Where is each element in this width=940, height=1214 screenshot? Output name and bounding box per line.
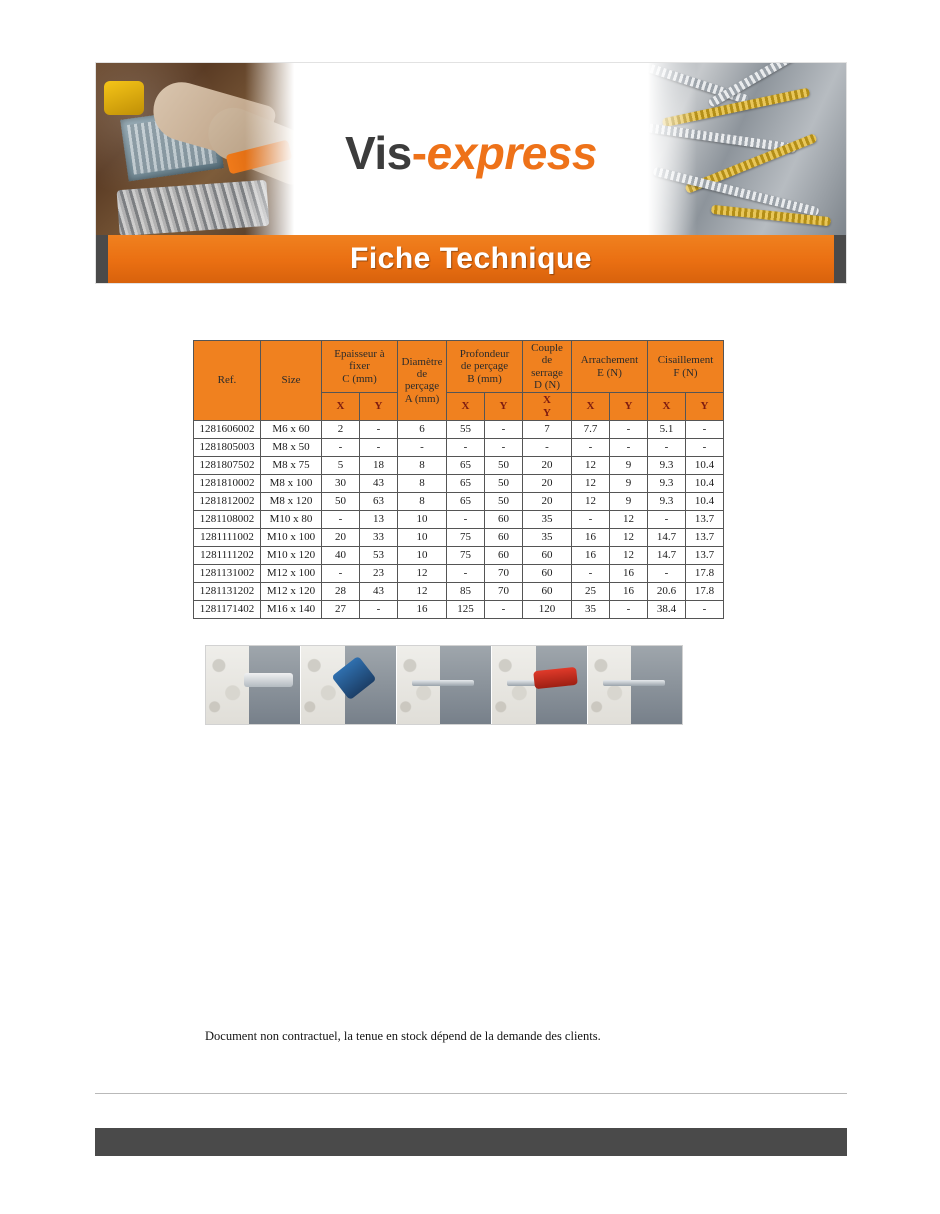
- cell-size: M10 x 100: [261, 528, 322, 546]
- brand-logo: [345, 126, 597, 180]
- cell-size: M12 x 100: [261, 564, 322, 582]
- cell-bx: 85: [447, 582, 485, 600]
- col-header-shear: [648, 341, 724, 393]
- cell-ey: -: [610, 420, 648, 438]
- title-bar-cap-right: [834, 235, 846, 283]
- cell-by: -: [485, 420, 523, 438]
- step-drill-image: [206, 646, 301, 724]
- cell-fy: 13.7: [686, 546, 724, 564]
- table-row: [194, 474, 724, 492]
- cell-fx: -: [648, 438, 686, 456]
- cell-ref: 1281108002: [194, 510, 261, 528]
- header-banner: [95, 62, 847, 284]
- cell-ex: 12: [572, 492, 610, 510]
- cell-size: M8 x 100: [261, 474, 322, 492]
- cell-ey: 9: [610, 456, 648, 474]
- cell-fx: -: [648, 564, 686, 582]
- cell-fx: 5.1: [648, 420, 686, 438]
- step-done-image: [588, 646, 682, 724]
- title-bar: [96, 235, 846, 283]
- spec-table-wrapper: [193, 340, 724, 619]
- cell-cx: 27: [322, 600, 360, 618]
- cell-fy: -: [686, 438, 724, 456]
- logo-area: [301, 63, 641, 237]
- col-header-pullout-l1: Arrachement: [580, 354, 639, 367]
- cell-ref: 1281606002: [194, 420, 261, 438]
- col-header-depth-l1: Profondeur: [459, 348, 510, 361]
- footer-note: Document non contractuel, la tenue en stock dépend de la demande des clients.: [205, 1029, 601, 1043]
- logo-primary-text: Vis: [345, 127, 412, 180]
- col-header-diameter-l3: perçage: [404, 380, 440, 393]
- cell-ey: 16: [610, 582, 648, 600]
- cell-cy: -: [360, 438, 398, 456]
- cell-size: M8 x 50: [261, 438, 322, 456]
- cell-fy: -: [686, 420, 724, 438]
- cell-fy: 10.4: [686, 474, 724, 492]
- cell-fx: 14.7: [648, 528, 686, 546]
- anchor-bolt-shape: [412, 680, 474, 686]
- logo-secondary-text: express: [426, 127, 597, 180]
- subheader-thickness-x: X: [322, 393, 360, 421]
- cell-ex: 12: [572, 456, 610, 474]
- cell-cy: -: [360, 600, 398, 618]
- photo-left-fade: [245, 63, 301, 237]
- cell-ref: 1281131002: [194, 564, 261, 582]
- col-header-torque-l2: serrage: [531, 366, 563, 379]
- table-row: [194, 528, 724, 546]
- cell-fx: 20.6: [648, 582, 686, 600]
- cell-ey: 9: [610, 492, 648, 510]
- table-row: [194, 546, 724, 564]
- cell-d: 120: [523, 600, 572, 618]
- cell-bx: 65: [447, 456, 485, 474]
- cell-fy: 10.4: [686, 492, 724, 510]
- cell-ex: 35: [572, 600, 610, 618]
- col-header-diameter-l2: de: [416, 368, 428, 381]
- cell-bx: -: [447, 510, 485, 528]
- cell-cy: 43: [360, 582, 398, 600]
- cell-fy: -: [686, 600, 724, 618]
- subheader-shear-y: Y: [686, 393, 724, 421]
- cell-ref: 1281111002: [194, 528, 261, 546]
- footer-rule: [95, 1093, 847, 1094]
- workshop-photo: [96, 63, 301, 237]
- spec-table-body: [194, 420, 724, 618]
- cell-a: 12: [398, 582, 447, 600]
- installation-steps-strip: [205, 645, 683, 725]
- cell-ex: -: [572, 510, 610, 528]
- spec-table-head: [194, 341, 724, 421]
- subheader-pullout-x: X: [572, 393, 610, 421]
- drill-bit-shape: [244, 673, 293, 687]
- col-header-diameter-l1: Diamètre: [401, 355, 443, 368]
- cell-ey: -: [610, 600, 648, 618]
- cell-cx: 5: [322, 456, 360, 474]
- cell-cy: 63: [360, 492, 398, 510]
- cell-bx: 55: [447, 420, 485, 438]
- table-row: [194, 510, 724, 528]
- cell-d: 20: [523, 456, 572, 474]
- cell-cy: 23: [360, 564, 398, 582]
- cell-cy: -: [360, 420, 398, 438]
- col-header-size: Size: [261, 341, 322, 421]
- cell-ey: 16: [610, 564, 648, 582]
- cell-ex: 7.7: [572, 420, 610, 438]
- subheader-torque-y: Y: [543, 406, 551, 419]
- cell-cy: 43: [360, 474, 398, 492]
- cell-cx: 2: [322, 420, 360, 438]
- col-header-torque-l3: D (N): [534, 378, 560, 391]
- banner-photo-strip: [96, 63, 846, 237]
- cell-fx: 9.3: [648, 474, 686, 492]
- col-header-pullout-l2: E (N): [597, 366, 622, 379]
- table-row: [194, 600, 724, 618]
- cell-bx: -: [447, 564, 485, 582]
- col-header-pullout: [572, 341, 648, 393]
- table-row: [194, 492, 724, 510]
- col-header-thickness-l3: C (mm): [342, 372, 377, 385]
- cell-cy: 13: [360, 510, 398, 528]
- cell-d: 60: [523, 582, 572, 600]
- table-row: [194, 456, 724, 474]
- cell-ref: 1281812002: [194, 492, 261, 510]
- wall-shape: [206, 646, 249, 724]
- screws-photo: [641, 63, 846, 237]
- cell-ey: 12: [610, 510, 648, 528]
- cell-by: 60: [485, 546, 523, 564]
- cell-d: 60: [523, 546, 572, 564]
- cell-ex: 12: [572, 474, 610, 492]
- step-insert-image: [397, 646, 492, 724]
- cell-ref: 1281171402: [194, 600, 261, 618]
- subheader-depth-x: X: [447, 393, 485, 421]
- photo-right-fade: [641, 63, 697, 237]
- cell-a: 12: [398, 564, 447, 582]
- cell-a: 8: [398, 492, 447, 510]
- cell-fx: 14.7: [648, 546, 686, 564]
- page-title: Fiche Technique: [350, 242, 592, 275]
- cell-d: 60: [523, 564, 572, 582]
- cell-by: -: [485, 438, 523, 456]
- step-tighten-image: [492, 646, 587, 724]
- cell-size: M8 x 120: [261, 492, 322, 510]
- col-header-diameter: [398, 341, 447, 421]
- title-bar-cap-left: [96, 235, 108, 283]
- cell-d: 20: [523, 492, 572, 510]
- subheader-thickness-y: Y: [360, 393, 398, 421]
- tape-measure-shape: [104, 81, 144, 115]
- col-header-shear-l2: F (N): [673, 366, 698, 379]
- cell-fy: 13.7: [686, 510, 724, 528]
- cell-a: -: [398, 438, 447, 456]
- cell-by: 70: [485, 582, 523, 600]
- cell-size: M10 x 80: [261, 510, 322, 528]
- table-row: [194, 420, 724, 438]
- cell-ey: 12: [610, 528, 648, 546]
- cell-cx: -: [322, 510, 360, 528]
- anchor-bolt-shape: [603, 680, 665, 686]
- cell-a: 10: [398, 510, 447, 528]
- cell-bx: 65: [447, 474, 485, 492]
- cell-d: 20: [523, 474, 572, 492]
- cell-a: 6: [398, 420, 447, 438]
- cell-cx: 28: [322, 582, 360, 600]
- cell-by: 50: [485, 474, 523, 492]
- cell-cy: 18: [360, 456, 398, 474]
- col-header-depth-l3: B (mm): [467, 372, 502, 385]
- cell-ref: 1281807502: [194, 456, 261, 474]
- cell-ref: 1281810002: [194, 474, 261, 492]
- col-header-depth-l2: de perçage: [460, 360, 509, 373]
- cell-by: -: [485, 600, 523, 618]
- cell-ey: 9: [610, 474, 648, 492]
- cell-ex: -: [572, 438, 610, 456]
- cell-cy: 53: [360, 546, 398, 564]
- cell-cx: 40: [322, 546, 360, 564]
- subheader-shear-x: X: [648, 393, 686, 421]
- cell-ref: 1281805003: [194, 438, 261, 456]
- cell-fy: 17.8: [686, 564, 724, 582]
- cell-by: 50: [485, 492, 523, 510]
- cell-size: M12 x 120: [261, 582, 322, 600]
- table-row: [194, 564, 724, 582]
- spec-table: [193, 340, 724, 619]
- subheader-pullout-y: Y: [610, 393, 648, 421]
- col-header-thickness-l2: fixer: [349, 360, 370, 373]
- cell-bx: 75: [447, 546, 485, 564]
- col-header-depth: [447, 341, 523, 393]
- cell-by: 70: [485, 564, 523, 582]
- cell-cy: 33: [360, 528, 398, 546]
- cell-ex: 16: [572, 528, 610, 546]
- subheader-depth-y: Y: [485, 393, 523, 421]
- table-row: [194, 438, 724, 456]
- cell-ey: 12: [610, 546, 648, 564]
- cell-fx: -: [648, 510, 686, 528]
- cell-d: -: [523, 438, 572, 456]
- col-header-thickness: [322, 341, 398, 393]
- cell-by: 60: [485, 528, 523, 546]
- cell-ref: 1281131202: [194, 582, 261, 600]
- col-header-torque-l1: Couple de: [531, 342, 563, 367]
- cell-size: M6 x 60: [261, 420, 322, 438]
- cell-cx: -: [322, 564, 360, 582]
- col-header-shear-l1: Cisaillement: [657, 354, 714, 367]
- col-header-thickness-l1: Epaisseur à: [334, 348, 385, 361]
- cell-a: 10: [398, 528, 447, 546]
- cell-ex: -: [572, 564, 610, 582]
- subheader-torque-x: X: [543, 394, 551, 407]
- header-row-main: [194, 341, 724, 393]
- cell-size: M16 x 140: [261, 600, 322, 618]
- cell-ey: -: [610, 438, 648, 456]
- cell-bx: 65: [447, 492, 485, 510]
- cell-fy: 10.4: [686, 456, 724, 474]
- cell-ex: 16: [572, 546, 610, 564]
- cell-bx: -: [447, 438, 485, 456]
- cell-a: 8: [398, 456, 447, 474]
- cell-a: 16: [398, 600, 447, 618]
- cell-cx: 30: [322, 474, 360, 492]
- cell-fx: 9.3: [648, 492, 686, 510]
- cell-size: M8 x 75: [261, 456, 322, 474]
- cell-ex: 25: [572, 582, 610, 600]
- cell-by: 50: [485, 456, 523, 474]
- cell-bx: 75: [447, 528, 485, 546]
- cell-by: 60: [485, 510, 523, 528]
- cell-d: 35: [523, 528, 572, 546]
- cell-cx: 20: [322, 528, 360, 546]
- cell-fy: 13.7: [686, 528, 724, 546]
- col-header-diameter-l4: A (mm): [404, 392, 440, 405]
- cell-d: 35: [523, 510, 572, 528]
- col-header-ref: Ref.: [194, 341, 261, 421]
- cell-bx: 125: [447, 600, 485, 618]
- cell-size: M10 x 120: [261, 546, 322, 564]
- footer-bar: [95, 1128, 847, 1156]
- col-header-torque: [523, 341, 572, 393]
- cell-fx: 9.3: [648, 456, 686, 474]
- logo-dash-text: -: [411, 127, 427, 180]
- step-clean-image: [301, 646, 396, 724]
- table-row: [194, 582, 724, 600]
- cell-fy: 17.8: [686, 582, 724, 600]
- subheader-torque-xy: [523, 393, 572, 421]
- cell-ref: 1281111202: [194, 546, 261, 564]
- cell-cx: 50: [322, 492, 360, 510]
- cell-a: 8: [398, 474, 447, 492]
- cell-cx: -: [322, 438, 360, 456]
- cell-fx: 38.4: [648, 600, 686, 618]
- cell-d: 7: [523, 420, 572, 438]
- cell-a: 10: [398, 546, 447, 564]
